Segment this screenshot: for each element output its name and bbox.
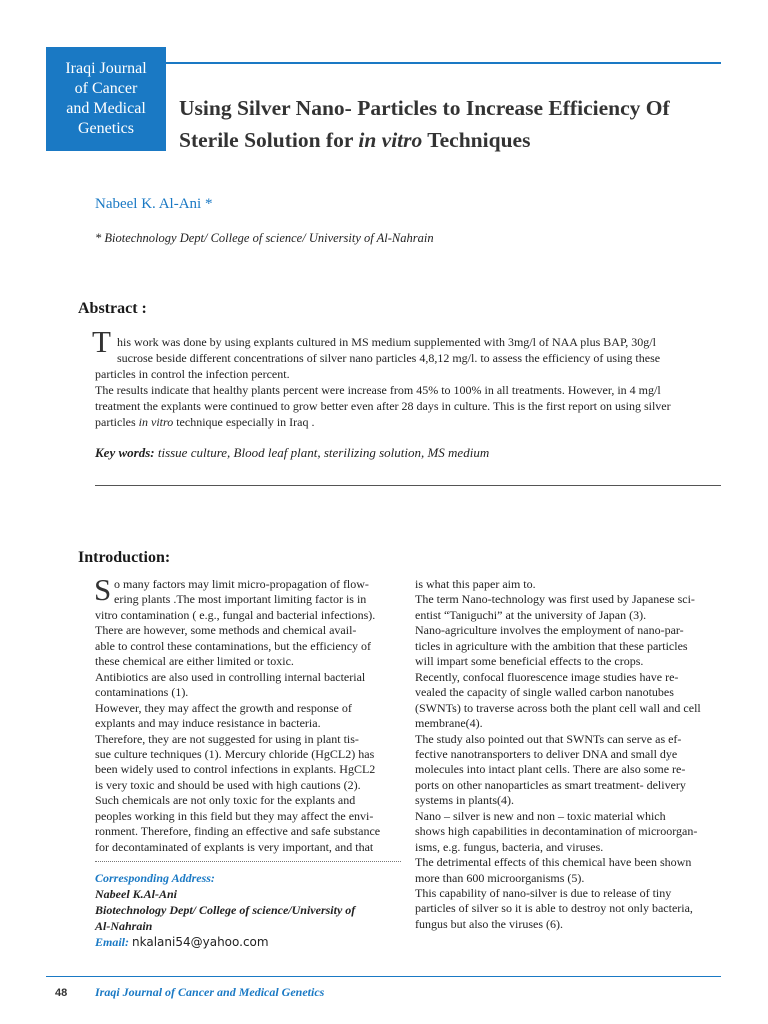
abstract-italic: in vitro — [138, 415, 174, 429]
paragraph-line: Therefore, they are not suggested for using in plant tis- — [95, 731, 359, 746]
footer-journal-name: Iraqi Journal of Cancer and Medical Genetics — [95, 985, 325, 999]
abstract-line: treatment the explants were continued to grow better even after 28 days in culture. This is the first report on using silver — [95, 399, 671, 413]
paragraph-line: able to control these contaminations, but the efficiency of — [95, 638, 372, 653]
abstract-line: particles in control the infection percent. — [95, 367, 290, 381]
title-text: Techniques — [422, 128, 531, 152]
paragraph-line: Antibiotics are also used in controlling internal bacterial — [95, 669, 366, 684]
abstract-line: sucrose beside different concentrations of silver nano particles 4,8,12 mg/l. to assess the efficiency of using these — [117, 351, 661, 365]
keywords-list: tissue culture, Blood leaf plant, sterilizing solution, MS medium — [154, 445, 490, 460]
paragraph-line: Nano-agriculture involves the employment of nano-par- — [415, 623, 684, 638]
paragraph-line: will impart some beneficial effects to the crops. — [415, 654, 644, 669]
abstract-line: The results indicate that healthy plants percent were increase from 45% to 100% in all treatments. However, in 4 mg/l — [95, 383, 661, 397]
paragraph-line: is very toxic and should be used with high cautions (2). — [95, 777, 361, 792]
paragraph-line: The term Nano-technology was first used by Japanese sci- — [415, 592, 695, 607]
paragraph-line: fective nanotransporters to deliver DNA and small dye — [415, 746, 678, 761]
abstract-line — [95, 414, 315, 431]
article-title — [179, 92, 739, 156]
paragraph-line: molecules into intact plant cells. There are also some re- — [415, 762, 686, 777]
introduction-heading: Introduction: — [78, 549, 171, 566]
paragraph-line: Such chemicals are not only toxic for the explants and — [95, 793, 356, 808]
corresponding-label: Corresponding Address: — [95, 871, 215, 885]
paragraph-line: This capability of nano-silver is due to release of tiny — [415, 886, 672, 900]
paragraph-line: Recently, confocal fluorescence image studies have re- — [415, 669, 679, 684]
email-address[interactable]: nkalani54@yahoo.com — [132, 935, 269, 949]
corresponding-dept: Al-Nahrain — [95, 919, 153, 933]
abstract-text: technique especially in Iraq . — [173, 415, 315, 429]
footnote-divider — [95, 861, 401, 862]
journal-name-line: of Cancer — [74, 80, 138, 97]
paragraph-line: vitro contamination ( e.g., fungal and bacterial infections). — [95, 607, 376, 622]
footer-rule — [46, 976, 721, 977]
abstract-line: his work was done by using explants cultured in MS medium supplemented with 3mg/l of NAA plus BAP, 30g/l — [117, 335, 656, 349]
author: Nabeel K. Al-Ani * — [95, 196, 213, 212]
keywords-label: Key words: — [95, 445, 155, 460]
paragraph-line: ronment. Therefore, finding an effective and safe substance — [95, 824, 381, 839]
paragraph-line: for decontaminated of explants is very important, and that — [95, 839, 374, 854]
affiliation: * Biotechnology Dept/ College of science/ University of Al-Nahrain — [95, 231, 434, 245]
paragraph-line: ering plants .The most important limiting factor is in — [114, 592, 367, 607]
paragraph-line: ports on other nanoparticles as smart treatment- delivery — [415, 777, 686, 792]
corresponding-dept: Biotechnology Dept/ College of science/University of — [95, 903, 356, 917]
journal-name-line: Genetics — [78, 120, 134, 137]
paragraph-line: contaminations (1). — [95, 685, 189, 700]
title-line-2 — [179, 124, 739, 156]
paragraph-line: been widely used to control infections in explants. HgCL2 — [95, 762, 376, 777]
paragraph-line: However, they may affect the growth and response of — [95, 700, 352, 715]
journal-logo-box — [46, 47, 166, 151]
paragraph-line: membrane(4). — [415, 716, 483, 731]
abstract-dropcap: T — [92, 324, 111, 359]
journal-name-line: and Medical — [66, 100, 146, 117]
paragraph-line: entist “Taniguchi” at the university of Japan (3). — [415, 607, 647, 622]
paragraph-line: Nano – silver is new and non – toxic material which — [415, 808, 666, 823]
abstract-heading: Abstract : — [78, 300, 147, 317]
paragraph-line: The study also pointed out that SWNTs can serve as ef- — [415, 731, 682, 746]
paragraph-line: vealed the capacity of single walled carbon nanotubes — [415, 685, 674, 700]
email-row — [95, 934, 405, 950]
abstract-text: particles — [95, 415, 139, 429]
paragraph-line: explants and may induce resistance in bacteria. — [95, 716, 321, 731]
title-italic: in vitro — [358, 128, 423, 152]
title-text: Sterile Solution for — [179, 128, 359, 152]
email-label: Email: — [95, 935, 130, 949]
section-divider — [95, 485, 721, 486]
journal-name-line: Iraqi Journal — [65, 60, 147, 77]
paragraph-line: (SWNTs) to traverse across both the plant cell wall and cell — [415, 700, 701, 715]
paragraph-line: ticles in agriculture with the ambition that these particles — [415, 638, 688, 653]
corresponding-name: Nabeel K.Al-Ani — [95, 887, 178, 901]
corresponding-address — [95, 870, 405, 950]
paragraph-line: peoples working in this field but they may affect the envi- — [95, 808, 374, 823]
paragraph-line: isms, e.g. fungus, bacteria, and viruses. — [415, 839, 604, 854]
paragraph-line: systems in plants(4). — [415, 793, 514, 808]
paragraph-line: particles of silver so it is able to destroy not only bacteria, — [415, 901, 693, 916]
paragraph-line: o many factors may limit micro-propagation of flow- — [114, 577, 369, 591]
title-line-1: Using Silver Nano- Particles to Increase Efficiency Of — [179, 96, 670, 120]
paragraph-line: these chemical are either limited or toxic. — [95, 654, 294, 669]
introduction-dropcap: S — [94, 572, 112, 607]
paragraph-line: shows high capabilities in decontamination of microorgan- — [415, 824, 698, 839]
paragraph-line: sue culture techniques (1). Mercury chloride (HgCL2) has — [95, 746, 375, 761]
paragraph-line: There are however, some methods and chemical avail- — [95, 623, 357, 638]
paragraph-line: The detrimental effects of this chemical have been shown — [415, 855, 692, 870]
paragraph-line: is what this paper aim to. — [415, 577, 536, 591]
keywords — [95, 445, 489, 461]
page-number: 48 — [55, 987, 68, 999]
paragraph-line: more than 600 microorganisms (5). — [415, 870, 585, 885]
paragraph-line: fungus but also the viruses (6). — [415, 916, 563, 931]
header-rule — [166, 62, 721, 64]
